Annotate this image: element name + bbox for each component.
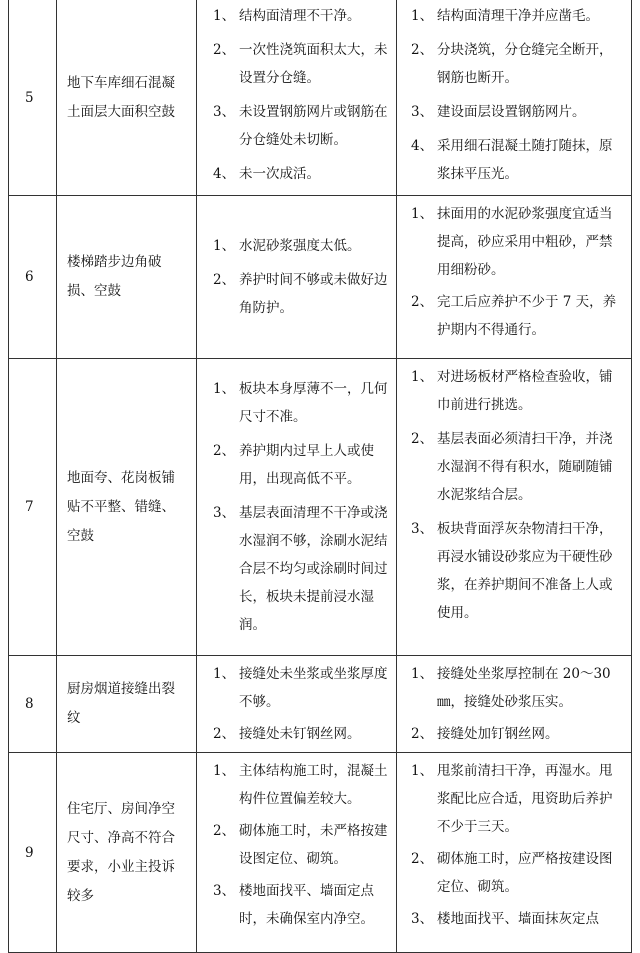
fix-list [397, 0, 632, 196]
table-row [9, 0, 632, 196]
fix-item: 2、 分块浇筑，分仓缝完全断开，钢筋也断开。 [411, 42, 613, 86]
fix-item: 3、 建设面层设置钢筋网片。 [411, 104, 586, 120]
fix-item: 1、 甩浆前清扫干净，再湿水。甩浆配比应合适，甩资助后养护不少于三天。 [411, 763, 613, 835]
fix-item: 2、 完工后应养护不少于 7 天，养护期内不得通行。 [411, 294, 617, 338]
fix-list [397, 656, 632, 753]
cause-item: 3、 楼地面找平、墙面定点时，未确保室内净空。 [213, 883, 374, 927]
fix-item: 1、 结构面清理干净并应凿毛。 [411, 8, 599, 24]
cause-list [197, 196, 397, 359]
fix-item: 3、 楼地面找平、墙面抹灰定点 [411, 911, 599, 927]
cause-list [197, 0, 397, 196]
cause-item: 1、 接缝处未坐浆或坐浆厚度不够。 [213, 666, 388, 710]
cause-item: 1、 结构面清理不干净。 [213, 8, 361, 24]
quality-issue-table [8, 0, 632, 953]
cause-list [197, 753, 397, 953]
row-number: 7 [9, 359, 57, 656]
cause-list [197, 656, 397, 753]
cause-item: 2、 一次性浇筑面积太大，未设置分仓缝。 [213, 42, 388, 86]
table-row [9, 359, 632, 656]
fix-item: 4、 采用细石混凝土随打随抹，原浆抹平压光。 [411, 138, 613, 182]
cause-item: 1、 主体结构施工时，混凝土构件位置偏差较大。 [213, 763, 388, 807]
cause-item: 4、 未一次成活。 [213, 166, 320, 182]
cause-item: 3、 未设置钢筋网片或钢筋在分仓缝处未切断。 [213, 104, 388, 148]
fix-item: 1、 抹面用的水泥砂浆强度宜适当提高，砂应采用中粗砂，严禁用细粉砂。 [411, 206, 613, 278]
fix-list [397, 753, 632, 953]
fix-list [397, 196, 632, 359]
fix-list [397, 359, 632, 656]
cause-list [197, 359, 397, 656]
table-row [9, 196, 632, 359]
row-number: 9 [9, 753, 57, 953]
issue-description: 厨房烟道接缝出裂纹 [57, 656, 197, 753]
cause-item: 2、 砌体施工时，未严格按建设图定位、砌筑。 [213, 823, 388, 867]
cause-item: 3、 基层表面清理不干净或浇水湿润不够，涂刷水泥结合层不均匀或涂刷时间过长，板块未提前浸水湿润。 [213, 505, 388, 633]
row-number: 6 [9, 196, 57, 359]
fix-item: 1、 对进场板材严格检查验收，铺巾前进行挑选。 [411, 369, 613, 413]
cause-item: 2、 养护期内过早上人或使用，出现高低不平。 [213, 443, 374, 487]
cause-item: 1、 水泥砂浆强度太低。 [213, 238, 361, 254]
cause-item: 2、 养护时间不够或未做好边角防护。 [213, 272, 388, 316]
fix-item: 2、 砌体施工时，应严格按建设图定位、砌筑。 [411, 851, 613, 895]
fix-item: 2、 基层表面必须清扫干净，并浇水湿润不得有积水，随刷随铺水泥浆结合层。 [411, 431, 613, 503]
issue-description: 地下车库细石混凝土面层大面积空鼓 [57, 0, 197, 196]
row-number: 8 [9, 656, 57, 753]
table-row [9, 753, 632, 953]
table-row [9, 656, 632, 753]
cause-item: 2、 接缝处未钉钢丝网。 [213, 726, 361, 742]
fix-item: 2、 接缝处加钉钢丝网。 [411, 726, 559, 742]
cause-item: 1、 板块本身厚薄不一，几何尺寸不准。 [213, 381, 388, 425]
fix-item: 1、 接缝处坐浆厚控制在 20～30 ㎜，接缝处砂浆压实。 [411, 666, 611, 710]
issue-description: 地面夸、花岗板铺贴不平整、错缝、空鼓 [57, 359, 197, 656]
issue-description: 楼梯踏步边角破损、空鼓 [57, 196, 197, 359]
row-number: 5 [9, 0, 57, 196]
fix-item: 3、 板块背面浮灰杂物清扫干净，再浸水铺设砂浆应为干硬性砂浆，在养护期间不准备上人或使用。 [411, 521, 613, 621]
issue-description: 住宅厅、房间净空尺寸、净高不符合要求，小业主投诉较多 [57, 753, 197, 953]
